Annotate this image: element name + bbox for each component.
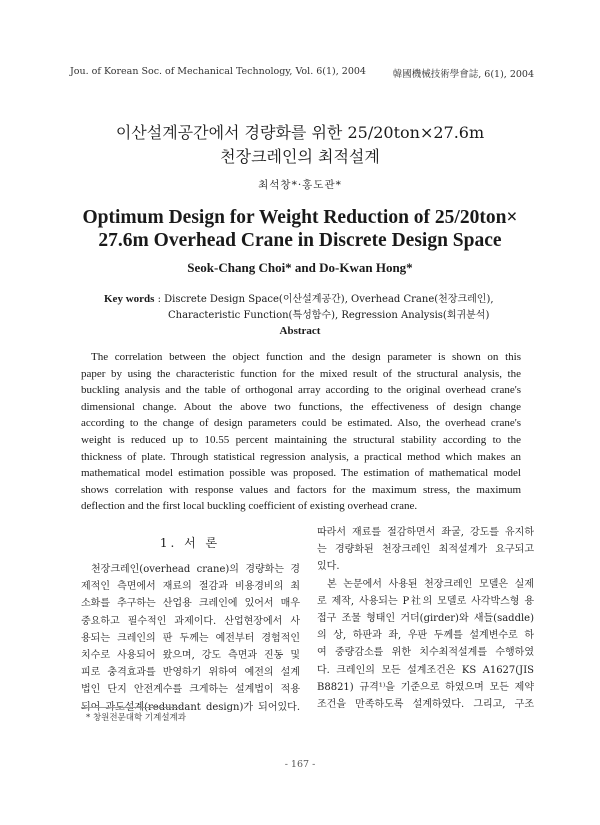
- body-line: B8821) 규격¹⁾을 기준으로 하였으며 모든 제약: [317, 681, 534, 693]
- korean-title-line2: 천장크레인의 최적설계: [220, 147, 380, 166]
- body-line: 되어 과도설계(redundant design)가 되어있다.: [81, 701, 300, 713]
- body-line: 접구 조물 형태인 거더(girder)와 새들(saddle): [317, 613, 534, 625]
- footnote-divider: [81, 707, 181, 708]
- body-column-left: [81, 561, 300, 716]
- english-authors: Seok-Chang Choi* and Do-Kwan Hong*: [187, 260, 413, 275]
- keywords-line2: Characteristic Function(특성함수), Regression Analysis(회귀분석): [168, 310, 490, 321]
- body-line: 따라서 재료를 절감하면서 좌굴, 강도를 유지하: [317, 527, 534, 538]
- body-line: 로 제작, 사용되는 P社의 모델로 사각박스형 용: [317, 595, 534, 607]
- journal-header-kr: 韓國機械技術學會誌, 6(1), 2004: [392, 69, 534, 80]
- body-line: 치수로 사용되어 왔으며, 강도 측면과 진동 및: [81, 650, 300, 662]
- page-number: - 167 -: [284, 759, 316, 770]
- body-line: 다. 크레인의 모든 설계조건은 KS A1627(JIS: [317, 664, 534, 676]
- body-line: 법인 단지 안전계수를 크게하는 설계법이 적용: [81, 684, 300, 696]
- body-line: 제적인 측면에서 재료의 절감과 비용경비의 최: [81, 581, 300, 593]
- abstract-line: dimensional change. About the above two functions, the effectiveness of design change: [81, 400, 521, 413]
- keywords-line1: [104, 291, 544, 308]
- abstract-heading: Abstract: [279, 325, 321, 337]
- keywords-block: [104, 291, 544, 324]
- abstract-line: weight is reduced up to 10.55 percent maintaining the structural stability according to the: [81, 433, 521, 446]
- keywords-label: Key words: [104, 293, 155, 305]
- abstract-line: paper by using the characteristic function for the mixed result of the structural analysis, the: [81, 367, 521, 380]
- keywords-colon: :: [154, 294, 165, 305]
- body-line: 용되는 크레인의 판 두께는 예전부터 경험적인: [81, 632, 300, 644]
- body-line: 소화를 추구하는 산업용 크레인에 있어서 매우: [81, 598, 300, 610]
- abstract-line: buckling analysis and the table of orthogonal array according to the original overhead crane's: [81, 384, 521, 397]
- body-line: 는 경량화된 천장크레인 최적설계가 요구되고: [317, 544, 534, 556]
- journal-header-en: Jou. of Korean Soc. of Mechanical Technology, Vol. 6(1), 2004: [70, 66, 366, 77]
- body-line: 조건을 만족하도록 설계하였다. 그리고, 구조: [317, 699, 534, 711]
- body-column-right: [317, 524, 534, 713]
- body-line: 천장크레인(overhead crane)의 경량화는 경: [91, 564, 300, 575]
- abstract-line: according to the change of design parameters could be estimated. Also, the overhead crane's: [81, 417, 521, 430]
- body-line: 여 중량감소를 위한 치수최적설계를 수행하였: [317, 647, 534, 659]
- abstract-line: deflection and the first local buckling coefficient of existing overhead crane.: [81, 500, 418, 513]
- english-title-line1: Optimum Design for Weight Reduction of 25/20ton×: [82, 207, 518, 228]
- abstract-line: thickness of plate. Through statistical regression analysis, a practical method which makes an: [81, 450, 521, 463]
- section-heading-introduction: 1. 서 론: [159, 536, 221, 550]
- korean-authors: 최석창*·홍도관*: [258, 179, 342, 191]
- abstract-body: [81, 349, 521, 515]
- footnote-affiliation: * 창원전문대학 기계설계과: [86, 713, 186, 723]
- abstract-line: shows correlation with response values and factors for the maximum stress, the maximum: [81, 483, 521, 496]
- body-line: 중요하고 필수적인 과제이다. 산업현장에서 사: [81, 615, 300, 627]
- body-line: 의 상, 하판과 좌, 우판 두께를 설계변수로 하: [317, 630, 534, 642]
- korean-title-line1: 이산설계공간에서 경량화를 위한 25/20ton×27.6m: [115, 123, 485, 142]
- keywords-text1: Discrete Design Space(이산설계공간), Overhead Crane(천장크레인),: [164, 294, 494, 305]
- body-line: 있다.: [317, 561, 340, 573]
- abstract-line: mathematical model estimation possible was proposed. The estimation of mathematical model: [81, 467, 521, 480]
- abstract-line: The correlation between the object function and the design parameter is shown on this: [91, 351, 521, 363]
- english-title-line2: 27.6m Overhead Crane in Discrete Design Space: [98, 230, 502, 251]
- body-line: 본 논문에서 사용된 천장크레인 모델은 실제: [327, 578, 534, 590]
- body-line: 피로 충격효과를 반영하기 위하여 예전의 설계: [81, 667, 300, 679]
